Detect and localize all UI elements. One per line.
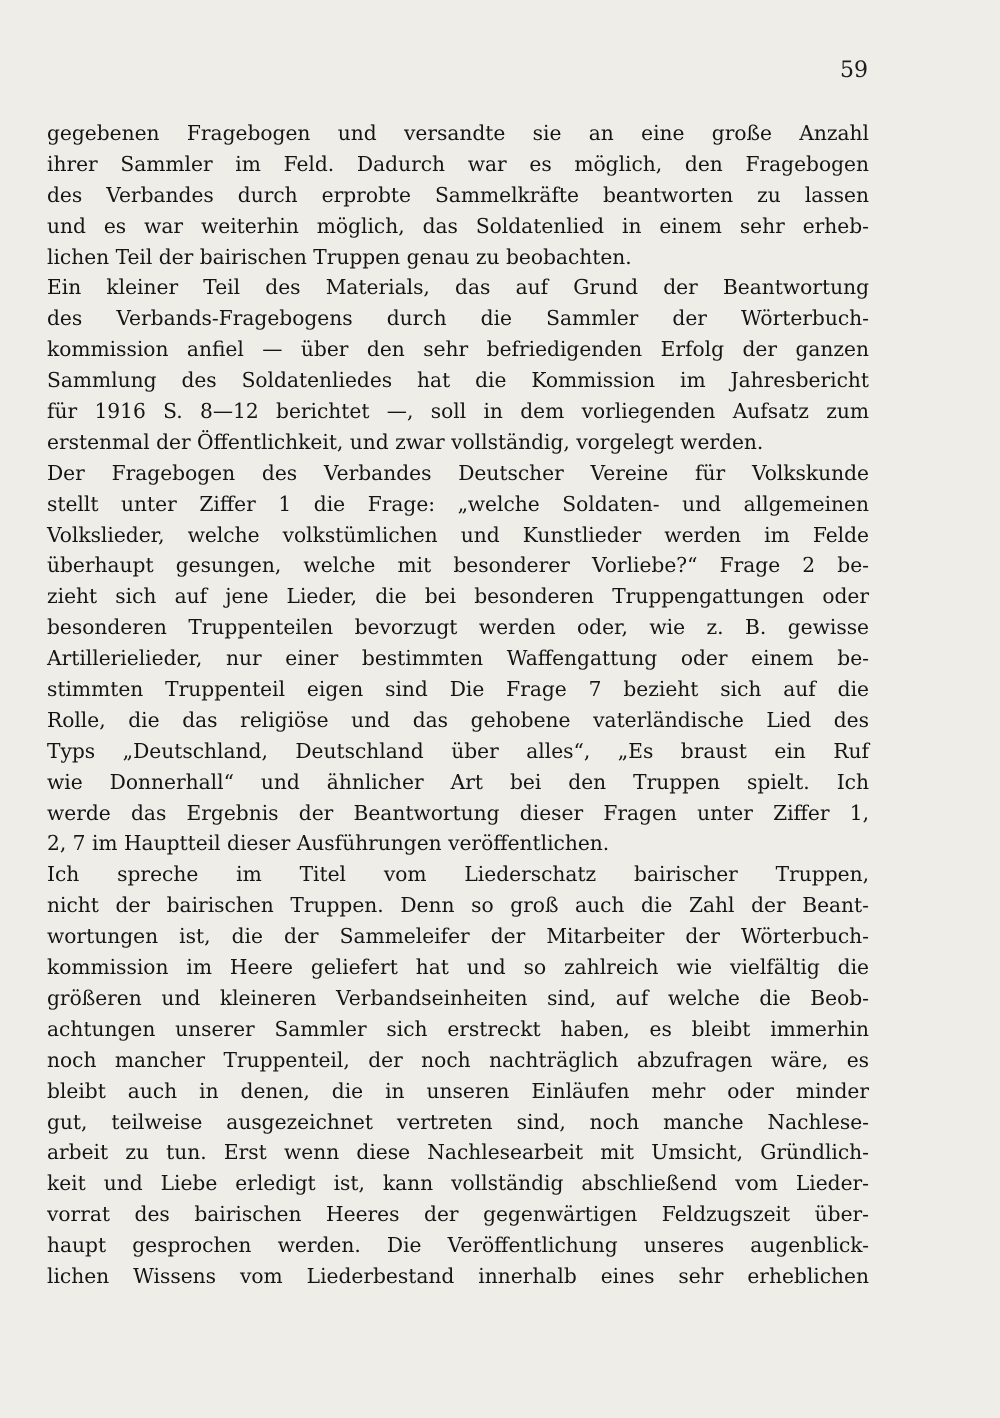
body-text	[47, 118, 869, 1292]
text-line: Der Fragebogen des Verbandes Deutscher Vereine für Volkskunde	[47, 460, 869, 485]
text-line: vorrat des bairischen Heeres der gegenwärtigen Feldzugszeit über-	[47, 1202, 869, 1227]
text-line: erstenmal der Öffentlichkeit, und zwar vollständig, vorgelegt werden.	[47, 429, 764, 454]
text-line: Ein kleiner Teil des Materials, das auf Grund der Beantwortung	[47, 275, 869, 300]
text-line: stimmten Truppenteil eigen sind Die Frage 7 bezieht sich auf die	[47, 677, 869, 702]
text-line: und es war weiterhin möglich, das Soldatenlied in einem sehr erheb-	[47, 213, 869, 238]
text-line: nicht der bairischen Truppen. Denn so groß auch die Zahl der Beant-	[47, 893, 869, 918]
text-line: kommission im Heere geliefert hat und so zahlreich wie vielfältig die	[47, 955, 869, 980]
text-line: keit und Liebe erledigt ist, kann vollständig abschließend vom Lieder-	[47, 1171, 869, 1196]
text-line: gut, teilweise ausgezeichnet vertreten sind, noch manche Nachlese-	[47, 1109, 869, 1134]
text-line: Volkslieder, welche volkstümlichen und Kunstlieder werden im Felde	[47, 522, 869, 547]
text-line: ihrer Sammler im Feld. Dadurch war es möglich, den Fragebogen	[47, 151, 869, 176]
text-line: werde das Ergebnis der Beantwortung dieser Fragen unter Ziffer 1,	[47, 800, 869, 825]
text-line: für 1916 S. 8—12 berichtet —, soll in dem vorliegenden Aufsatz zum	[47, 399, 869, 424]
page-number: 59	[840, 58, 868, 83]
text-line: 2, 7 im Hauptteil dieser Ausführungen veröffentlichen.	[47, 831, 610, 856]
text-line: besonderen Truppenteilen bevorzugt werden oder, wie z. B. gewisse	[47, 615, 869, 640]
text-line: wortungen ist, die der Sammeleifer der Mitarbeiter der Wörterbuch-	[47, 924, 869, 949]
text-line: Typs „Deutschland, Deutschland über alles“, „Es braust ein Ruf	[47, 738, 869, 763]
text-line: größeren und kleineren Verbandseinheiten sind, auf welche die Beob-	[47, 985, 869, 1010]
text-line: zieht sich auf jene Lieder, die bei besonderen Truppengattungen oder	[47, 584, 869, 609]
text-line: noch mancher Truppenteil, der noch nachträglich abzufragen wäre, es	[47, 1047, 869, 1072]
text-line: kommission anfiel — über den sehr befriedigenden Erfolg der ganzen	[47, 337, 869, 362]
text-line: lichen Wissens vom Liederbestand innerhalb eines sehr erheblichen	[47, 1263, 869, 1288]
text-line: Sammlung des Soldatenliedes hat die Kommission im Jahresbericht	[47, 368, 869, 393]
text-line: überhaupt gesungen, welche mit besonderer Vorliebe?“ Frage 2 be-	[47, 553, 869, 578]
text-line: arbeit zu tun. Erst wenn diese Nachlesearbeit mit Umsicht, Gründlich-	[47, 1140, 869, 1165]
text-line: gegebenen Fragebogen und versandte sie an eine große Anzahl	[47, 121, 869, 145]
text-line: wie Donnerhall“ und ähnlicher Art bei den Truppen spielt. Ich	[47, 769, 869, 794]
text-line: haupt gesprochen werden. Die Veröffentlichung unseres augenblick-	[47, 1233, 869, 1258]
text-line: Artillerielieder, nur einer bestimmten Waffengattung oder einem be-	[47, 646, 869, 671]
text-line: Ich spreche im Titel vom Liederschatz bairischer Truppen,	[47, 862, 869, 887]
text-line: des Verbands-Fragebogens durch die Sammler der Wörterbuch-	[47, 306, 869, 331]
text-line: des Verbandes durch erprobte Sammelkräfte beantworten zu lassen	[47, 182, 869, 207]
text-line: lichen Teil der bairischen Truppen genau zu beobachten.	[47, 244, 632, 269]
text-line: bleibt auch in denen, die in unseren Einläufen mehr oder minder	[47, 1078, 869, 1103]
text-line: achtungen unserer Sammler sich erstreckt haben, es bleibt immerhin	[47, 1016, 869, 1041]
text-line: Rolle, die das religiöse und das gehobene vaterländische Lied des	[47, 707, 869, 732]
text-line: stellt unter Ziffer 1 die Frage: „welche Soldaten- und allgemeinen	[47, 491, 869, 516]
